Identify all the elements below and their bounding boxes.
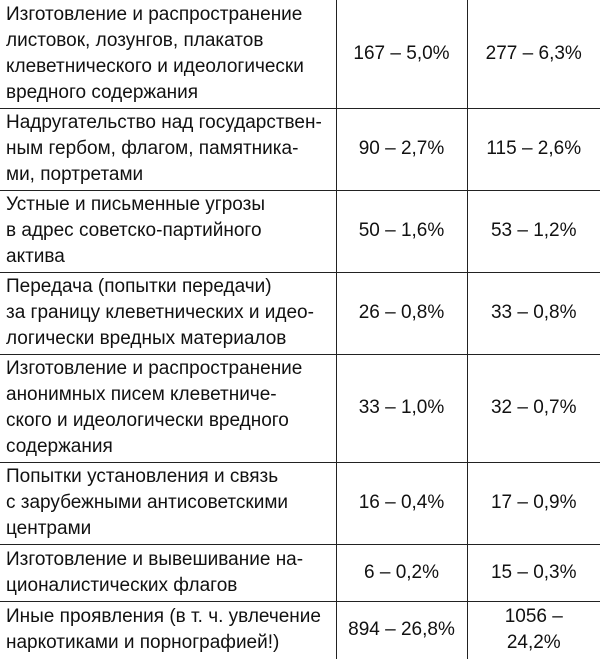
value-cell-2-line: 15 – 0,3% xyxy=(490,561,577,583)
description-cell-line: ми, портретами xyxy=(6,164,144,185)
description-cell xyxy=(0,0,336,108)
description-cell xyxy=(0,108,336,190)
description-cell xyxy=(0,462,336,544)
value-cell-1 xyxy=(336,108,467,190)
table-row xyxy=(0,190,600,272)
description-cell-line: Устные и письменные угрозы xyxy=(6,194,266,215)
description-cell-line: ным гербом, флагом, памятника- xyxy=(6,138,299,159)
value-cell-1 xyxy=(336,354,467,462)
description-cell-line: наркотиками и порнографией!) xyxy=(6,632,280,654)
value-cell-2 xyxy=(467,462,600,544)
description-cell-line: вредного содержания xyxy=(6,81,199,103)
value-cell-2-line: 33 – 0,8% xyxy=(490,302,577,323)
description-cell-line: с зарубежными антисоветскими xyxy=(6,492,289,513)
description-cell-line: ского и идеологически вредного xyxy=(6,410,289,431)
description-cell-line: логически вредных материалов xyxy=(6,328,287,349)
value-cell-1 xyxy=(336,0,467,108)
description-cell-line: Надругательство над государствен- xyxy=(6,112,322,133)
value-cell-1-line: 50 – 1,6% xyxy=(358,220,445,241)
table-row xyxy=(0,544,600,601)
description-cell xyxy=(0,190,336,272)
value-cell-1 xyxy=(336,272,467,354)
value-cell-2-line: 1056 – xyxy=(504,606,563,628)
value-cell-1 xyxy=(336,462,467,544)
description-cell-line: центрами xyxy=(6,518,92,539)
value-cell-2-line: 32 – 0,7% xyxy=(490,397,577,418)
description-cell-line: в адрес советско-партийного xyxy=(6,220,262,241)
value-cell-2 xyxy=(467,108,600,190)
description-cell-line: Изготовление и распространение xyxy=(6,3,303,25)
value-cell-1 xyxy=(336,601,467,659)
description-cell-line: клеветнического и идеологически xyxy=(6,55,304,77)
value-cell-2-line: 115 – 2,6% xyxy=(486,138,582,159)
value-cell-2-line: 17 – 0,9% xyxy=(490,492,577,513)
table-row xyxy=(0,0,600,108)
description-cell-line: листовок, лозунгов, плакатов xyxy=(6,29,264,51)
description-cell-line: Иные проявления (в т. ч. увлечение xyxy=(6,606,321,628)
description-cell-line: Изготовление и вывешивание на- xyxy=(6,548,304,570)
table-row xyxy=(0,462,600,544)
value-cell-2 xyxy=(467,354,600,462)
value-cell-2 xyxy=(467,272,600,354)
value-cell-1-line: 167 – 5,0% xyxy=(353,42,450,64)
value-cell-1-line: 90 – 2,7% xyxy=(358,138,445,159)
value-cell-2-line: 277 – 6,3% xyxy=(485,42,582,64)
description-cell xyxy=(0,354,336,462)
value-cell-2 xyxy=(467,190,600,272)
value-cell-2 xyxy=(467,544,600,601)
value-cell-2-line: 24,2% xyxy=(506,632,561,654)
description-cell-line: актива xyxy=(6,246,65,267)
value-cell-2 xyxy=(467,0,600,108)
description-cell-line: содержания xyxy=(6,436,113,457)
value-cell-1 xyxy=(336,190,467,272)
table-row xyxy=(0,601,600,659)
description-cell-line: ционалистических флагов xyxy=(6,574,238,596)
value-cell-1-line: 33 – 1,0% xyxy=(358,397,445,418)
value-cell-1 xyxy=(336,544,467,601)
value-cell-1-line: 16 – 0,4% xyxy=(358,492,445,513)
table-row xyxy=(0,354,600,462)
description-cell xyxy=(0,544,336,601)
description-cell-line: Передача (попытки передачи) xyxy=(6,276,272,297)
description-cell-line: анонимных писем клеветниче- xyxy=(6,384,277,405)
description-cell xyxy=(0,272,336,354)
table-row xyxy=(0,272,600,354)
table-row xyxy=(0,108,600,190)
description-cell xyxy=(0,601,336,659)
value-cell-2 xyxy=(467,601,600,659)
description-cell-line: Изготовление и распространение xyxy=(6,358,303,379)
value-cell-1-line: 26 – 0,8% xyxy=(358,302,445,323)
description-cell-line: Попытки установления и связь xyxy=(6,466,279,487)
value-cell-2-line: 53 – 1,2% xyxy=(490,220,577,241)
value-cell-1-line: 894 – 26,8% xyxy=(348,619,455,641)
description-cell-line: за границу клеветнических и идео- xyxy=(6,302,314,323)
value-cell-1-line: 6 – 0,2% xyxy=(364,561,439,583)
